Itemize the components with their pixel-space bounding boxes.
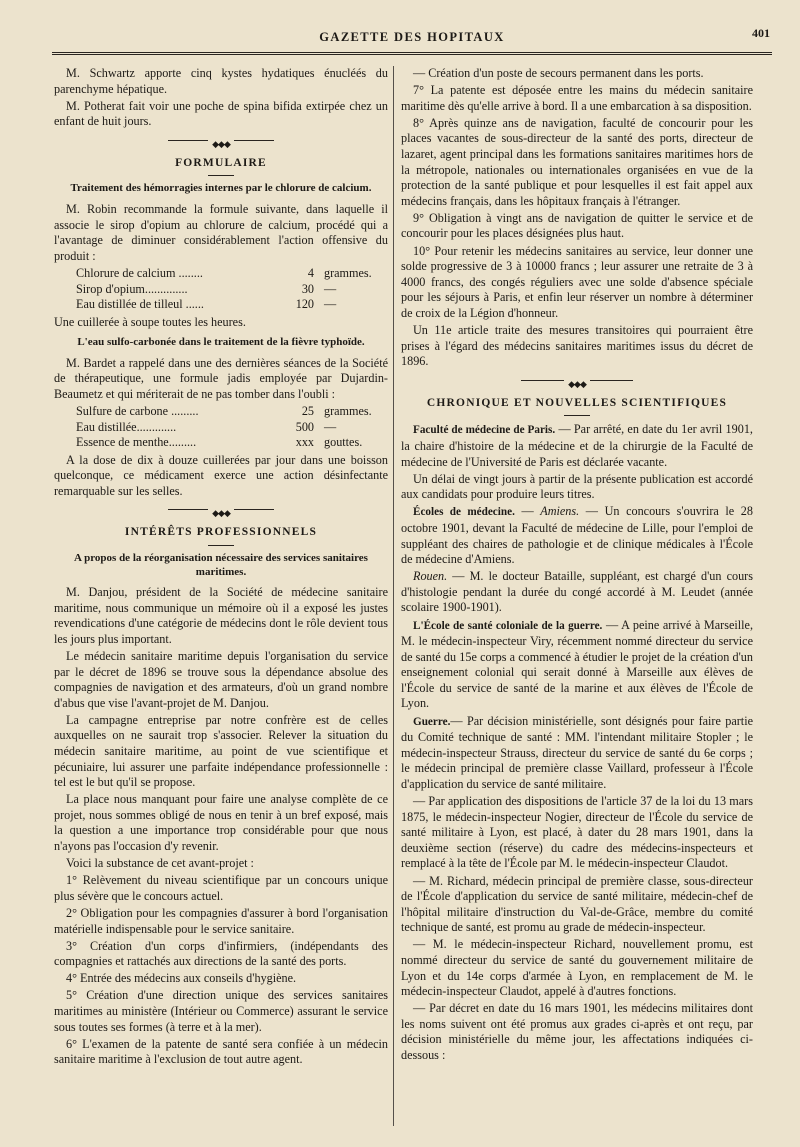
- paragraph: M. Danjou, président de la Société de médecine sanitaire maritime, nous communique un mémoire où il a exposé les justes revendications d'une catégorie de médecins dont le rôle devient tous les jours plus important.: [54, 585, 388, 646]
- list-item: 9° Obligation à vingt ans de navigation de quitter le service et de concourir pour les places désignées plus haut.: [401, 210, 753, 241]
- news-item-faculte: [401, 422, 753, 470]
- ingredient-name: Chlorure de calcium ........: [76, 266, 203, 281]
- ingredient-unit: —: [324, 281, 337, 296]
- ornament-divider: ◆◆◆: [401, 376, 753, 386]
- ingredient-qty: xxx: [295, 435, 314, 450]
- news-label: L'École de santé coloniale de la guerre.: [413, 619, 603, 632]
- news-text: — Par décision ministérielle, sont désignés pour faire partie du Comité technique de santé : MM. l'intendant militaire Stopler ; le médecin-inspecteur Strauss, directeur du service de santé du 6e corps ; le médecin principal de première classe Vaillard, professeur à l'École d'application du service de santé militaire.: [401, 713, 753, 791]
- article-title-eau-sulfo: L'eau sulfo-carbonée dans le traitement de la fièvre typhoïde.: [77, 336, 365, 349]
- title-underline: [208, 175, 234, 176]
- news-label: Écoles de médecine.: [413, 506, 515, 519]
- paragraph: — M. Richard, médecin principal de première classe, sous-directeur de l'École d'application du service de santé militaire, médecin-chef de l'hôpital militaire d'instruction du Val-de-Grâce, membre du comité technique de santé, est promu au grade de médecin-inspecteur.: [401, 873, 753, 935]
- recipe-row: [76, 282, 388, 297]
- ingredient-qty: 30: [301, 281, 314, 296]
- paragraph: — Par application des dispositions de l'article 37 de la loi du 13 mars 1875, le médecin-inspecteur Nogier, directeur de l'École du service de santé militaire à Lyon, est placé, à dater du 28 mars 1901, dans la deuxième section (réserve) du cadre des médecins-inspecteurs et remplacé à la tête de l'École par M. le médecin-inspecteur Claudot.: [401, 794, 753, 871]
- list-item: 4° Entrée des médecins aux conseils d'hygiène.: [66, 971, 297, 986]
- list-item: 8° Après quinze ans de navigation, faculté de concourir pour les places vacantes de sous-directeur de la santé des ports, directeur de lazaret, agent principal dans les formations sanitaires maritimes hors de la métropole, nationales ou internationales organisées en vue de la protection de la santé publique et pour lesquelles il est fait appel aux médecins français, dans les hôpitaux français à l'étranger.: [401, 115, 753, 208]
- paragraph: — M. le médecin-inspecteur Richard, nouvellement promu, est nommé directeur du service de santé du gouvernement militaire de Lyon et du 14e corps d'armée à Lyon, en remplacement de M. le médecin-inspecteur Claudot, appelé à d'autres fonctions.: [401, 937, 753, 999]
- paragraph: Une cuillerée à soupe toutes les heures.: [54, 314, 246, 329]
- header-rule: [52, 52, 772, 55]
- page-number: 401: [752, 26, 770, 40]
- journal-title: GAZETTE DES HOPITAUX: [319, 30, 505, 44]
- place-name: Rouen.: [413, 569, 448, 584]
- news-text: — A peine arrivé à Marseille, M. le médecin-inspecteur Viry, récemment nommé directeur du service de santé du 15e corps a commencé à étudier le projet de la création d'un enseignement colonial qui serait donné à Marseille aux élèves de l'École du service de santé de la marine et aux élèves de l'École de Lyon.: [401, 617, 754, 711]
- title-underline: [564, 415, 590, 416]
- paragraph: — Par décret en date du 16 mars 1901, les médecins militaires dont les noms suivent ont été promus aux grades ci-après et ont reçu, par décision ministérielle du même jour, les affectations indiquées ci-dessous :: [401, 1001, 753, 1063]
- news-text: — Par arrêté, en date du 1er avril 1901, la chaire d'histoire de la médecine et de la chirurgie de la Faculté de médecine de l'Université de Paris est déclarée vacante.: [401, 422, 753, 469]
- ingredient-name: Sulfure de carbone .........: [76, 404, 199, 419]
- page-header: [52, 22, 772, 48]
- left-column: [54, 66, 388, 1069]
- paragraph: M. Bardet a rappelé dans une des dernières séances de la Société de thérapeutique, une formule jadis employée par Dujardin-Beaumetz et qui mériterait de ne pas tomber dans l'oubli :: [54, 355, 388, 401]
- section-title-interets: INTÉRÊTS PROFESSIONNELS: [124, 526, 318, 539]
- ingredient-name: Essence de menthe.........: [76, 435, 197, 450]
- recipe-row: [76, 435, 388, 450]
- ornament-divider: ◆◆◆: [54, 136, 388, 146]
- paragraph: Le médecin sanitaire maritime depuis l'organisation du service par le décret de 1896 se trouve sous la dépendance absolue des compagnies de navigation et des armateurs, d'où un grand nombre d'abus que vise l'avant-projet de M. Danjou.: [54, 648, 388, 710]
- news-item-ecoles: Écoles de médecine. — Amiens. — Un concours s'ouvrira le 28 octobre 1901, devant la Faculté de médecine de Lille, pour l'emploi de suppléant des chaires de pathologie et de clinique médicales à l'École de médecine d'Amiens.: [401, 504, 753, 567]
- section-title-chronique: CHRONIQUE ET NOUVELLES SCIENTIFIQUES: [426, 396, 728, 409]
- ornament-divider: ◆◆◆: [54, 505, 388, 515]
- ingredient-qty: 120: [295, 297, 314, 312]
- paragraph: Voici la substance de cet avant-projet :: [66, 856, 254, 871]
- recipe-list: [76, 404, 388, 450]
- title-underline: [208, 545, 234, 546]
- ingredient-qty: 4: [307, 266, 314, 281]
- list-item: 7° La patente est déposée entre les mains du médecin sanitaire maritime dès qu'elle arrive à bord. Il a une embarcation à sa disposition.: [401, 83, 753, 113]
- paragraph: M. Schwartz apporte cinq kystes hydatiques énucléés du parenchyme hépatique.: [54, 66, 388, 96]
- list-item: 3° Création d'un corps d'infirmiers, (indépendants des compagnies et rattachés aux directions de la santé des ports.: [54, 938, 388, 969]
- ingredient-unit: —: [324, 297, 337, 312]
- article-title-reorganisation: A propos de la réorganisation nécessaire des services sanitaires maritimes.: [74, 552, 368, 578]
- paragraph: M. Robin recommande la formule suivante, dans laquelle il associe le sirop d'opium au chlorure de calcium, procédé qui a l'avantage de diminuer considérablement l'action offensive du produit :: [54, 201, 388, 263]
- place-name: Amiens.: [540, 504, 580, 519]
- ingredient-unit: gouttes.: [324, 435, 363, 450]
- news-text: — M. le docteur Bataille, suppléant, est chargé d'un cours d'histologie pendant la durée du congé accordé à M. Leudet (année scolaire 1900-1901).: [401, 569, 753, 615]
- news-item-guerre: [401, 714, 753, 793]
- ingredient-name: Sirop d'opium..............: [76, 281, 188, 296]
- right-column: [401, 66, 753, 1065]
- news-label: Guerre.: [413, 715, 451, 728]
- list-item: 1° Relèvement du niveau scientifique par un concours unique plus sévère que le concours actuel.: [54, 873, 388, 903]
- news-label: Faculté de médecine de Paris.: [413, 424, 556, 437]
- paragraph: Un délai de vingt jours à partir de la présente publication est accordé aux candidats pour produire leurs titres.: [401, 471, 753, 502]
- recipe-row: [76, 404, 388, 419]
- list-item: 2° Obligation pour les compagnies d'assurer à bord l'organisation matérielle indispensable pour le service sanitaire.: [54, 905, 388, 936]
- list-item: 10° Pour retenir les médecins sanitaires au service, leur donner une solde progressive de 3 à 10000 francs ; leur assurer une retraite de 3 à 4000 francs, des congés réguliers avec une solde d'absence spéciale pour les séjours à Paris, et enfin leur réserver un nombre à déterminer de croix de la Légion d'honneur.: [401, 243, 753, 320]
- paragraph: La campagne entreprise par notre confrère est de celles auxquelles on ne saurait trop s'associer. Relever la situation du médecin sanitaire maritime, au point de vue scientifique et pécuniaire, lui assurer une parfaite indépendance professionnelle : tel est le but qu'il se propose.: [54, 712, 388, 790]
- ingredient-name: Eau distillée.............: [76, 419, 177, 434]
- paragraph: A la dose de dix à douze cuillerées par jour dans une boisson quelconque, ce médicament exerce une action désinfectante remarquable sur les selles.: [54, 452, 388, 498]
- list-item: 5° Création d'une direction unique des services sanitaires maritimes au ministère (Intérieur ou Commerce) assurant le service sous toutes ses formes (à terre et à la mer).: [54, 988, 388, 1034]
- recipe-list: [76, 266, 388, 312]
- ingredient-unit: grammes.: [324, 404, 372, 419]
- list-item: 6° L'examen de la patente de santé sera confiée à un médecin sanitaire maritime à l'exclusion de tout autre agent.: [54, 1036, 388, 1067]
- news-item-coloniale: [401, 618, 753, 713]
- paragraph: Un 11e article traite des mesures transitoires qui pourraient être prises à l'égard des médecins sanitaires maritimes issus du décret de 1896.: [401, 323, 753, 369]
- recipe-row: [76, 297, 388, 312]
- ingredient-qty: 500: [295, 419, 314, 434]
- news-item-rouen: [401, 569, 753, 616]
- ingredient-name: Eau distillée de tilleul ......: [76, 297, 204, 312]
- ingredient-unit: grammes.: [324, 266, 372, 281]
- column-divider: [393, 66, 394, 1126]
- paragraph: La place nous manquant pour faire une analyse complète de ce projet, nous sommes obligé de nous en tenir à un bref exposé, mais la question a une importance trop considérable pour que nous n'ayons pas l'occasion d'y revenir.: [54, 792, 388, 854]
- ingredient-qty: 25: [301, 404, 314, 419]
- ingredient-unit: —: [324, 419, 337, 434]
- recipe-row: [76, 266, 388, 281]
- article-title-hemorragies: Traitement des hémorragies internes par le chlorure de calcium.: [70, 182, 372, 195]
- paragraph: M. Potherat fait voir une poche de spina bifida extirpée chez un enfant de huit jours.: [54, 98, 388, 129]
- list-item: — Création d'un poste de secours permanent dans les ports.: [413, 66, 704, 80]
- recipe-row: [76, 420, 388, 435]
- news-text: — Un concours s'ouvrira le 28 octobre 1901, devant la Faculté de médecine de Lille, pour l'emploi de suppléant des chaires de pathologie et de clinique médicales à l'École de médecine d'Amiens.: [401, 504, 753, 567]
- section-title-formulaire: FORMULAIRE: [175, 156, 267, 169]
